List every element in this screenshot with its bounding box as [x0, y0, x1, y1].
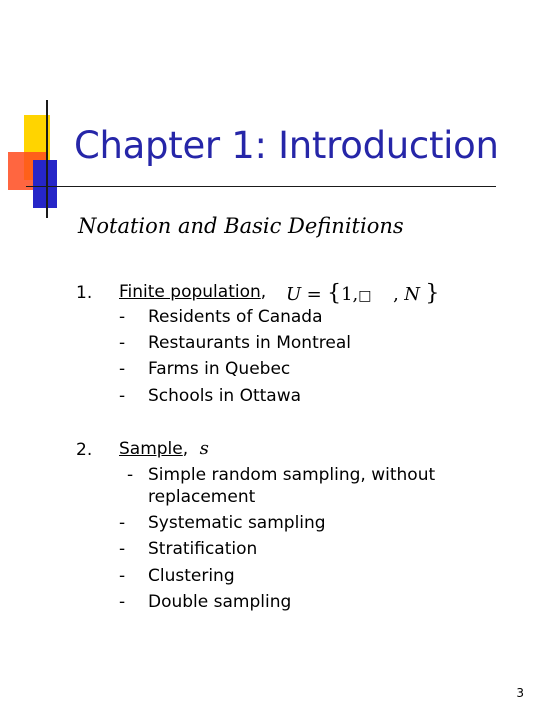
bullet-dash: -	[119, 386, 126, 406]
bullet-dash: -	[119, 539, 126, 559]
bullet-dash: -	[119, 359, 126, 379]
sample-term: Sample	[119, 439, 183, 459]
population-example: Restaurants in Montreal	[148, 333, 351, 353]
sampling-method-continued: replacement	[148, 487, 256, 507]
sampling-method: Simple random sampling, without	[148, 465, 436, 485]
formula-brace-left: {	[327, 281, 342, 306]
decor-blue-block	[33, 160, 57, 208]
population-formula	[286, 281, 439, 309]
formula-missing-glyph: □	[358, 288, 372, 304]
section-2-number: 2.	[76, 440, 93, 460]
section-2-heading	[119, 436, 209, 462]
bullet-dash: -	[119, 513, 126, 533]
slide-subtitle: Notation and Basic Definitions	[78, 214, 404, 238]
sampling-method: Stratification	[148, 539, 258, 559]
bullet-dash: -	[119, 307, 126, 327]
bullet-dash: -	[119, 333, 126, 353]
comma: ,	[182, 439, 189, 459]
section-1-number: 1.	[76, 283, 93, 303]
decor-vertical-line	[46, 100, 48, 218]
formula-n: N	[404, 284, 421, 305]
formula-comma: ,	[393, 284, 399, 305]
population-example: Residents of Canada	[148, 307, 323, 327]
comma: ,	[260, 282, 267, 302]
population-example: Schools in Ottawa	[148, 386, 302, 406]
bullet-dash: -	[119, 566, 126, 586]
formula-equals: =	[306, 284, 322, 305]
sampling-method: Clustering	[148, 566, 235, 586]
finite-population-term: Finite population	[119, 282, 261, 302]
sampling-method: Systematic sampling	[148, 513, 326, 533]
bullet-dash: -	[127, 465, 134, 485]
page-number: 3	[516, 686, 524, 700]
slide-title: Chapter 1: Introduction	[74, 124, 499, 167]
sample-symbol: s	[199, 438, 209, 459]
title-underline	[26, 186, 496, 187]
formula-brace-right: }	[425, 281, 440, 306]
formula-one: 1,	[341, 284, 359, 305]
sampling-method: Double sampling	[148, 592, 292, 612]
population-example: Farms in Quebec	[148, 359, 291, 379]
section-1-heading	[119, 279, 266, 305]
bullet-dash: -	[119, 592, 126, 612]
formula-u: U	[286, 284, 302, 305]
